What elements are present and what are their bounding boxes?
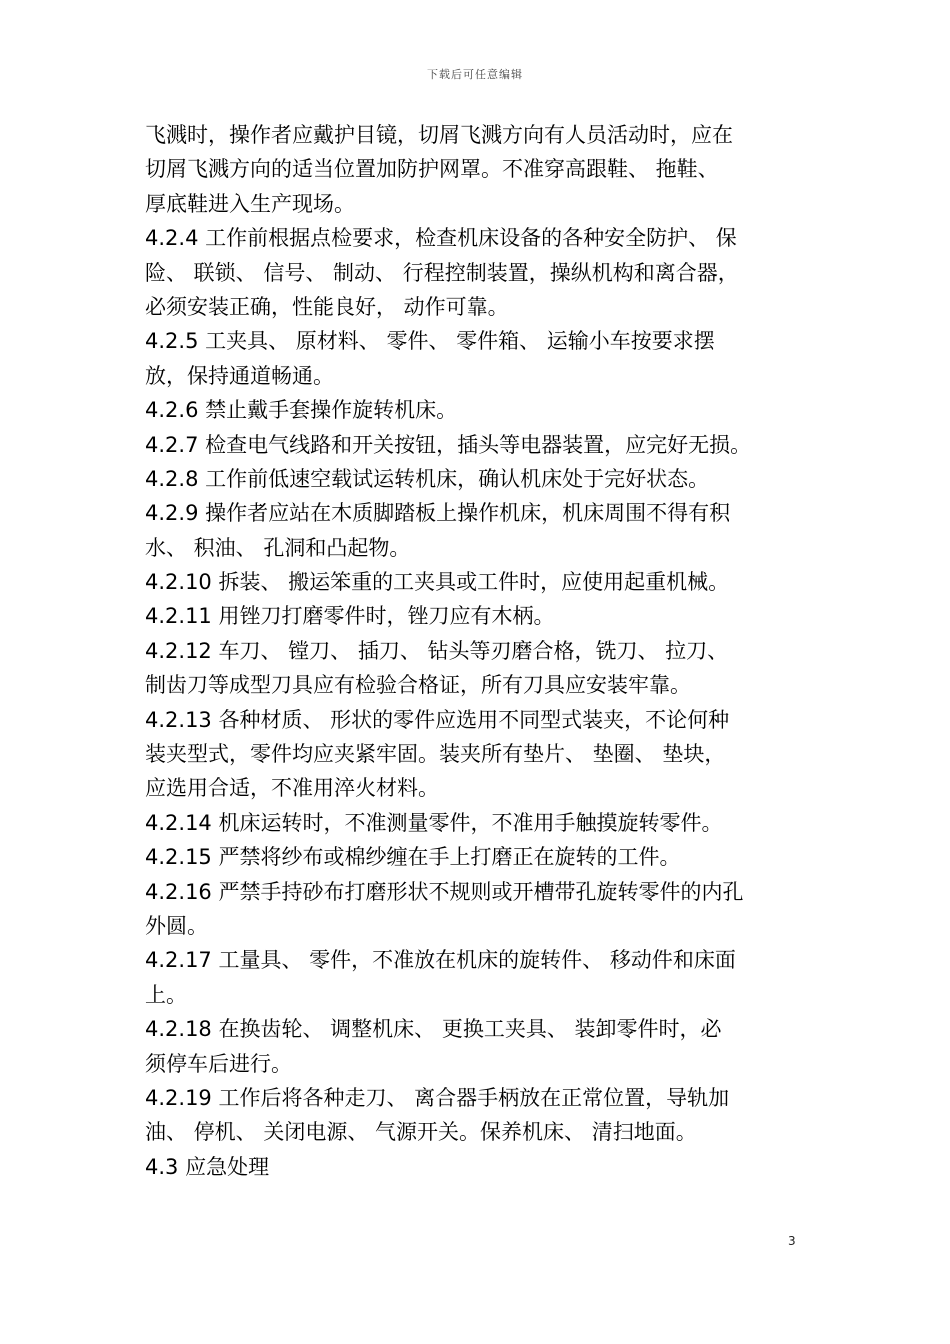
text-line: 必须安装正确，性能良好， 动作可靠。 [145, 294, 509, 319]
text-line: 4.2.14 机床运转时，不准测量零件，不准用手触摸旋转零件。 [145, 810, 723, 835]
text-line: 应选用合适，不准用淬火材料。 [145, 776, 439, 801]
text-line: 外圆。 [145, 913, 208, 938]
text-line: 厚底鞋进入生产现场。 [145, 191, 355, 216]
text-line: 油、 停机、 关闭电源、 气源开关。保养机床、 清扫地面。 [145, 1120, 697, 1145]
text-line: 飞溅时，操作者应戴护目镜，切屑飞溅方向有人员活动时，应在 [145, 123, 733, 147]
text-line: 4.2.6 禁止戴手套操作旋转机床。 [145, 398, 458, 423]
text-line: 4.2.8 工作前低速空载试运转机床，确认机床处于完好状态。 [145, 466, 710, 491]
text-line: 4.2.13 各种材质、 形状的零件应选用不同型式装夹，不论何种 [145, 707, 730, 732]
section-heading: 4.3 应急处理 [145, 1154, 270, 1179]
text-line: 制齿刀等成型刀具应有检验合格证，所有刀具应安装牢靠。 [145, 673, 691, 698]
text-line: 4.2.16 严禁手持砂布打磨形状不规则或开槽带孔旋转零件的内孔 [145, 879, 744, 904]
text-line: 4.2.7 检查电气线路和开关按钮，插头等电器装置，应完好无损。 [145, 432, 752, 457]
text-line: 切屑飞溅方向的适当位置加防护网罩。不准穿高跟鞋、 拖鞋、 [145, 157, 719, 182]
text-line: 4.2.19 工作后将各种走刀、 离合器手柄放在正常位置，导轨加 [145, 1085, 730, 1110]
text-line: 4.2.15 严禁将纱布或棉纱缠在手上打磨正在旋转的工件。 [145, 845, 681, 870]
text-line: 险、 联锁、 信号、 制动、 行程控制装置，操纵机构和离合器， [145, 260, 739, 285]
text-line: 4.2.10 拆装、 搬运笨重的工夹具或工件时，应使用起重机械。 [145, 570, 730, 595]
page-number: 3 [788, 1234, 796, 1248]
text-line: 水、 积油、 孔洞和凸起物。 [145, 535, 411, 560]
text-line: 4.2.4 工作前根据点检要求，检查机床设备的各种安全防护、 保 [145, 226, 737, 251]
text-line: 4.2.12 车刀、 镗刀、 插刀、 钻头等刃磨合格，铣刀、 拉刀、 [145, 638, 729, 663]
body-text [145, 118, 810, 1184]
text-line: 4.2.17 工量具、 零件，不准放在机床的旋转件、 移动件和床面 [145, 948, 736, 973]
text-line: 4.2.18 在换齿轮、 调整机床、 更换工夹具、 装卸零件时，必 [145, 1017, 722, 1042]
text-line: 4.2.5 工夹具、 原材料、 零件、 零件箱、 运输小车按要求摆 [145, 329, 715, 354]
text-line: 放，保持通道畅通。 [145, 363, 334, 388]
page-header: 下载后可任意编辑 [427, 68, 523, 81]
text-line: 上。 [145, 982, 187, 1007]
text-line: 须停车后进行。 [145, 1051, 292, 1076]
text-line: 4.2.9 操作者应站在木质脚踏板上操作机床，机床周围不得有积 [145, 501, 731, 526]
text-line: 4.2.11 用锉刀打磨零件时，锉刀应有木柄。 [145, 604, 555, 629]
text-line: 装夹型式，零件均应夹紧牢固。装夹所有垫片、 垫圈、 垫块， [145, 742, 726, 767]
